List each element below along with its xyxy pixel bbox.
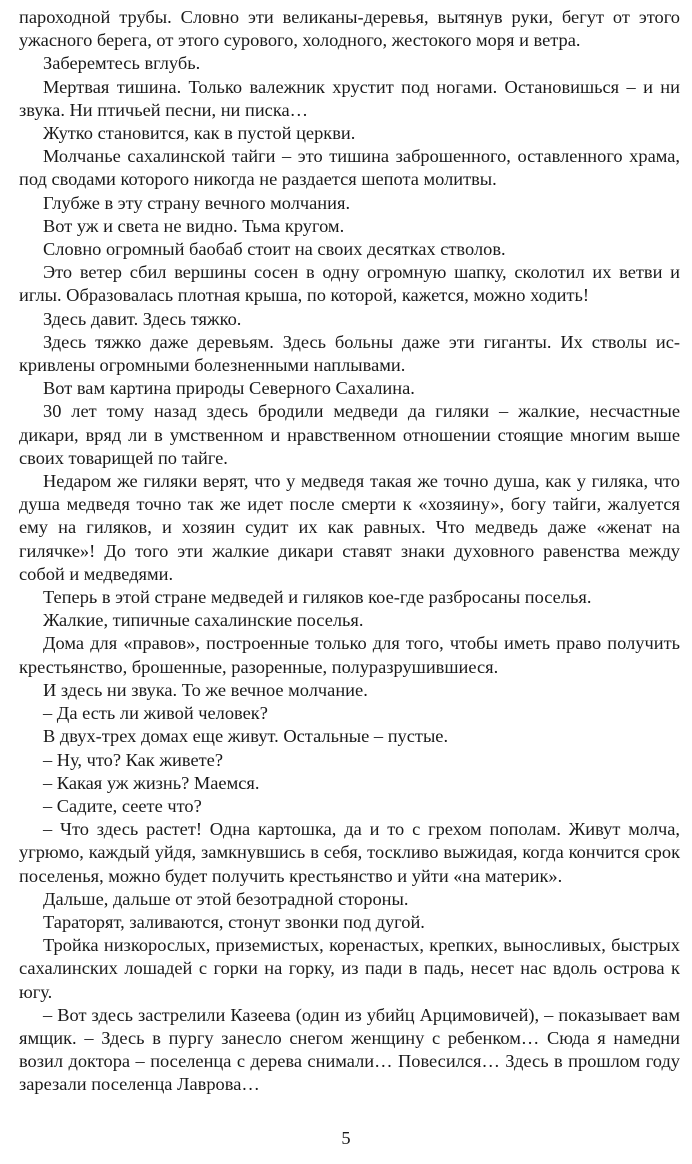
paragraph: Здесь давит. Здесь тяжко. [43, 308, 242, 329]
paragraph: Это ветер сбил вершины сосен в одну огромную шапку, сколотил их ветви и иглы. Образовалась плотная крыша, по которой, кажется, можно ходить! [19, 262, 680, 306]
paragraph: Мертвая тишина. Только валежник хрустит под ногами. Остановишься – и ни звука. Ни птичьей песни, ни писка… [19, 76, 680, 120]
paragraph: – Ну, что? Как живете? [43, 749, 223, 770]
paragraph: Молчанье сахалинской тайги – это тишина заброшенного, оставленного храма, под сводами которого никогда не раздается шепота молитвы. [19, 146, 680, 190]
paragraph: – Да есть ли живой человек? [43, 703, 268, 724]
page-number: 5 [341, 1128, 351, 1148]
paragraph: Теперь в этой стране медведей и гиляков кое-где разбросаны поселья. [43, 587, 592, 608]
paragraph: Вот вам картина природы Северного Сахалина. [43, 378, 415, 399]
paragraph: Тройка низкорослых, приземистых, коренастых, крепких, выносливых, быстрых сахалинских лошадей с горки на горку, из пади в падь, несет нас вдоль острова к югу. [19, 935, 680, 1002]
page-text [19, 6, 680, 1097]
paragraph: Глубже в эту страну вечного молчания. [43, 192, 351, 213]
paragraph: И здесь ни звука. То же вечное молчание. [43, 679, 368, 700]
paragraph: Словно огромный баобаб стоит на своих десятках стволов. [43, 239, 506, 260]
paragraph: – Вот здесь застрелили Казеева (один из убийц Арцимовичей), – показывает вам ямщик. – Здесь в пургу занесло снегом женщину с ребенком… Сюда я намедни возил доктора – поселенца с дерева снимали… Повесился… Здесь в прошлом году зарезали поселенца Лаврова… [19, 1004, 680, 1095]
paragraph: Жалкие, типичные сахалинские поселья. [43, 610, 364, 631]
paragraph: – Какая уж жизнь? Маемся. [43, 772, 260, 793]
paragraph: Заберемтесь вглубь. [43, 53, 201, 74]
paragraph: пароходной трубы. Словно эти великаны-деревья, вытянув руки, бегут от этого ужасного берега, от этого сурового, холодного, жестокого моря и ветра. [19, 7, 680, 51]
paragraph: – Садите, сеете что? [43, 795, 202, 816]
paragraph: Недаром же гиляки верят, что у медведя такая же точно душа, как у гиляка, что душа медведя точно так же идет после смерти к «хозяину», богу тайги, жалуется ему на гиляков, и хозяин судит их как равных. Что медведь даже «женат на гилячке»! До того эти жалкие дикари ставят знаки духовного равенства между собой и медведями. [19, 471, 680, 584]
paragraph: Дальше, дальше от этой безотрадной стороны. [43, 888, 409, 909]
paragraph: Жутко становится, как в пустой церкви. [43, 123, 356, 144]
paragraph: В двух-трех домах еще живут. Остальные – пустые. [43, 726, 449, 747]
paragraph: Вот уж и света не видно. Тьма кругом. [43, 215, 345, 236]
paragraph: 30 лет тому назад здесь бродили медведи да гиляки – жалкие, несчастные дикари, вряд ли в умственном и нравственном отношении стоящие многим выше своих товарищей по тайге. [19, 401, 680, 468]
paragraph: Тараторят, заливаются, стонут звонки под дугой. [43, 911, 425, 932]
paragraph: – Что здесь растет! Одна картошка, да и то с грехом пополам. Живут молча, угрюмо, каждый уйдя, замкнувшись в себя, тоскливо выжидая, когда кончится срок поселенья, можно будет получить крестьянство и уйти «на материк». [19, 819, 680, 886]
paragraph: Здесь тяжко даже деревьям. Здесь больны даже эти гиганты. Их стволы искривлены огромными болезненными наплывами. [19, 331, 680, 376]
paragraph: Дома для «правов», построенные только для того, чтобы иметь право получить крестьянство, брошенные, разоренные, полуразрушившиеся. [19, 633, 680, 677]
